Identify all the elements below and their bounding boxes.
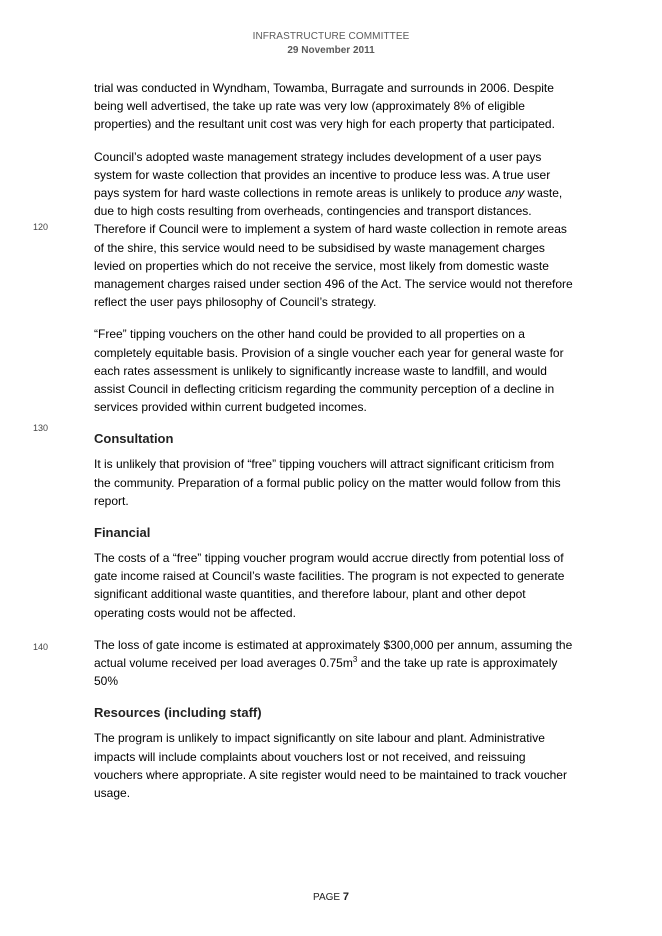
text-run: Council’s adopted waste management strategy includes development of a user pays system for waste collection that provides an incentive to produce less was. A true user pays system for hard waste collections in remote areas is unlikely to produce: [94, 149, 551, 201]
superscript: 3: [352, 655, 358, 665]
document-body: [94, 79, 574, 816]
section-heading-consultation: Consultation: [94, 431, 174, 447]
text-run: The loss of gate income is estimated at approximately $300,000 per annum, assuming the actual volume received per load averages 0.75m: [94, 637, 573, 671]
text-run: waste, due to high costs resulting from overheads, contingencies and transport distances. Therefore if Council were to implement a system of hard waste collection in remote areas of the shire, this service would need to be subsidised by waste management charges levied on properties which do not receive the service, most likely from domestic waste management charges raised under section 496 of the Act. The service would not therefore reflect the user pays philosophy of Council’s strategy.: [94, 186, 573, 310]
paragraph: trial was conducted in Wyndham, Towamba, Burragate and surrounds in 2006. Despite being well advertised, the take up rate was very low (approximately 8% of eligible properties) and the resultant unit cost was very high for each property that participated.: [94, 81, 555, 132]
page-label: PAGE: [313, 892, 343, 903]
paragraph: [94, 636, 574, 691]
page-number: 7: [342, 891, 349, 903]
header-committee: INFRASTRUCTURE COMMITTEE: [252, 31, 410, 42]
paragraph: The program is unlikely to impact significantly on site labour and plant. Administrative impacts will include complaints about vouchers lost or not received, and reissuing vouchers where appropriate. A site register would need to be maintained to track voucher usage.: [94, 731, 567, 801]
header-date: 29 November 2011: [287, 45, 375, 56]
paragraph: [94, 148, 574, 312]
line-number: 120: [33, 222, 49, 232]
section-heading-resources: Resources (including staff): [94, 705, 262, 721]
paragraph: It is unlikely that provision of “free” tipping vouchers will attract significant criticism from the community. Preparation of a formal public policy on the matter would follow from this report.: [94, 457, 561, 508]
text-run: and the take up rate is approximately 50%: [94, 656, 558, 689]
line-number: 130: [33, 423, 49, 433]
emphasis-text: any: [504, 186, 525, 201]
paragraph: “Free” tipping vouchers on the other hand could be provided to all properties on a completely equitable basis. Provision of a single voucher each year for general waste for each rates assessment is unlikely to significantly increase waste to landfill, and would assist Council in deflecting criticism regarding the community perception of a decline in services provided within current budgeted incomes.: [94, 327, 564, 415]
section-heading-financial: Financial: [94, 525, 151, 541]
page-footer: [0, 891, 662, 903]
paragraph: The costs of a “free” tipping voucher program would accrue directly from potential loss of gate income raised at Council’s waste facilities. The program is not expected to generate significant additional waste quantities, and therefore labour, plant and other depot operating costs would not be affected.: [94, 551, 565, 620]
line-number: 140: [33, 642, 49, 652]
